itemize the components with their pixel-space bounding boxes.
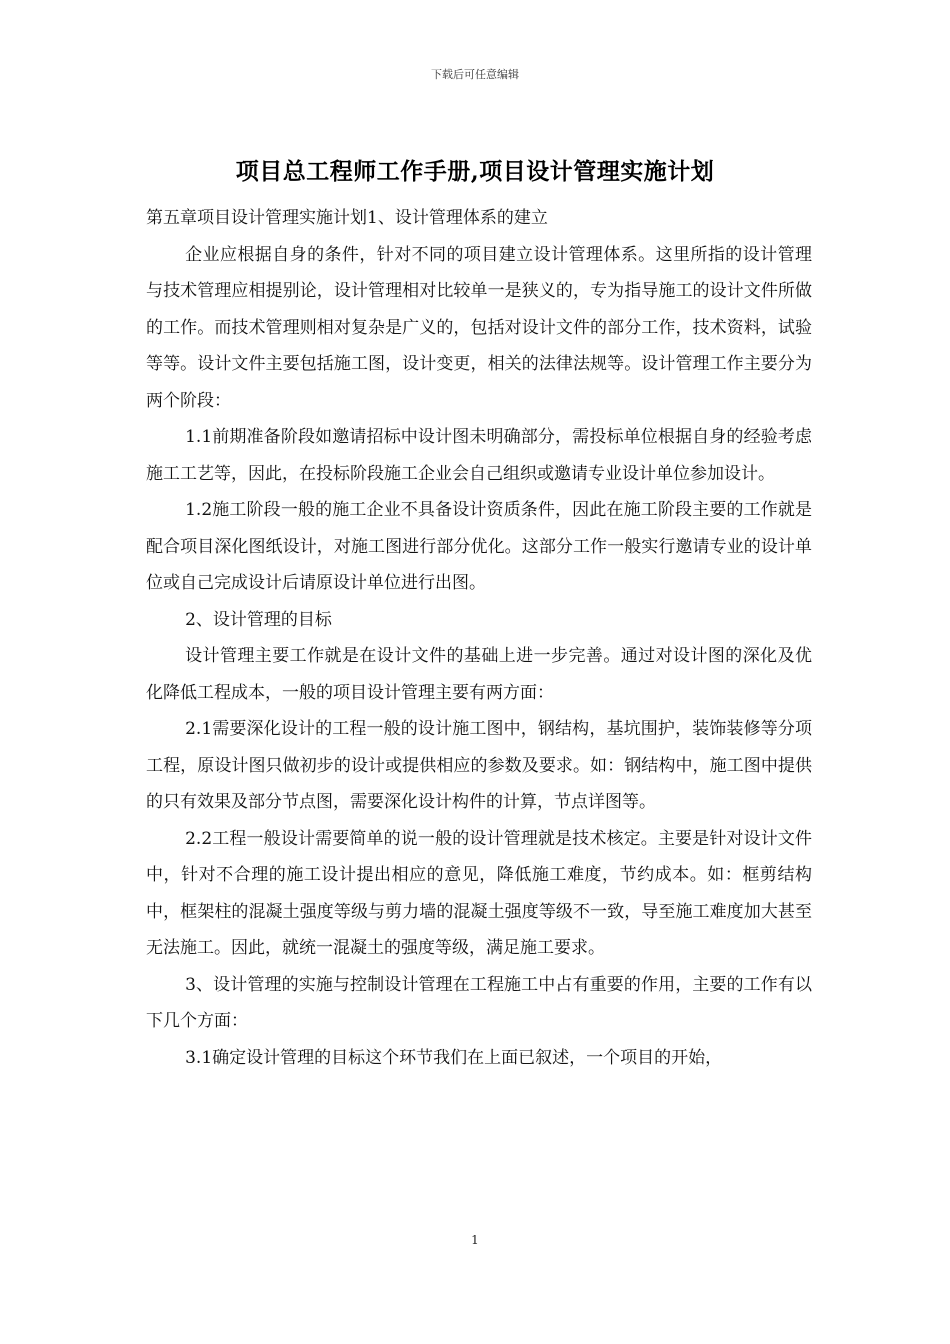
paragraph: 3、设计管理的实施与控制设计管理在工程施工中占有重要的作用，主要的工作有以下几个方面： <box>146 974 812 1031</box>
section-heading: 2、设计管理的目标 <box>185 609 332 630</box>
page-header-note: 下载后可任意编辑 <box>431 68 519 81</box>
paragraph: 企业应根据自身的条件，针对不同的项目建立设计管理体系。这里所指的设计管理与技术管理应相提别论，设计管理相对比较单一是狭义的，专为指导施工的设计文件所做的工作。而技术管理则相对复杂是广义的，包括对设计文件的部分工作，技术资料，试验等等。设计文件主要包括施工图，设计变更，相关的法律法规等。设计管理工作主要分为两个阶段： <box>146 244 812 411</box>
document-title: 项目总工程师工作手册,项目设计管理实施计划 <box>235 158 715 185</box>
paragraph: 2.1需要深化设计的工程一般的设计施工图中，钢结构，基坑围护，装饰装修等分项工程，原设计图只做初步的设计或提供相应的参数及要求。如：钢结构中，施工图中提供的只有效果及部分节点图，需要深化设计构件的计算，节点详图等。 <box>146 719 812 812</box>
paragraph: 1.2施工阶段一般的施工企业不具备设计资质条件，因此在施工阶段主要的工作就是配合项目深化图纸设计，对施工图进行部分优化。这部分工作一般实行邀请专业的设计单位或自己完成设计后请原设计单位进行出图。 <box>146 500 812 593</box>
document-body <box>146 200 812 1076</box>
paragraph: 1.1前期准备阶段如邀请招标中设计图未明确部分，需投标单位根据自身的经验考虑施工工艺等，因此，在投标阶段施工企业会自己组织或邀请专业设计单位参加设计。 <box>146 427 812 484</box>
paragraph: 2.2工程一般设计需要简单的说一般的设计管理就是技术核定。主要是针对设计文件中，针对不合理的施工设计提出相应的意见，降低施工难度，节约成本。如：框剪结构中，框架柱的混凝土强度等级与剪力墙的混凝土强度等级不一致，导至施工难度加大甚至无法施工。因此，就统一混凝土的强度等级，满足施工要求。 <box>146 828 812 958</box>
page-number: 1 <box>471 1233 479 1247</box>
chapter-heading: 第五章项目设计管理实施计划1、设计管理体系的建立 <box>146 208 548 228</box>
paragraph: 3.1确定设计管理的目标这个环节我们在上面已叙述，一个项目的开始， <box>185 1047 723 1068</box>
paragraph: 设计管理主要工作就是在设计文件的基础上进一步完善。通过对设计图的深化及优化降低工程成本，一般的项目设计管理主要有两方面： <box>146 646 812 703</box>
